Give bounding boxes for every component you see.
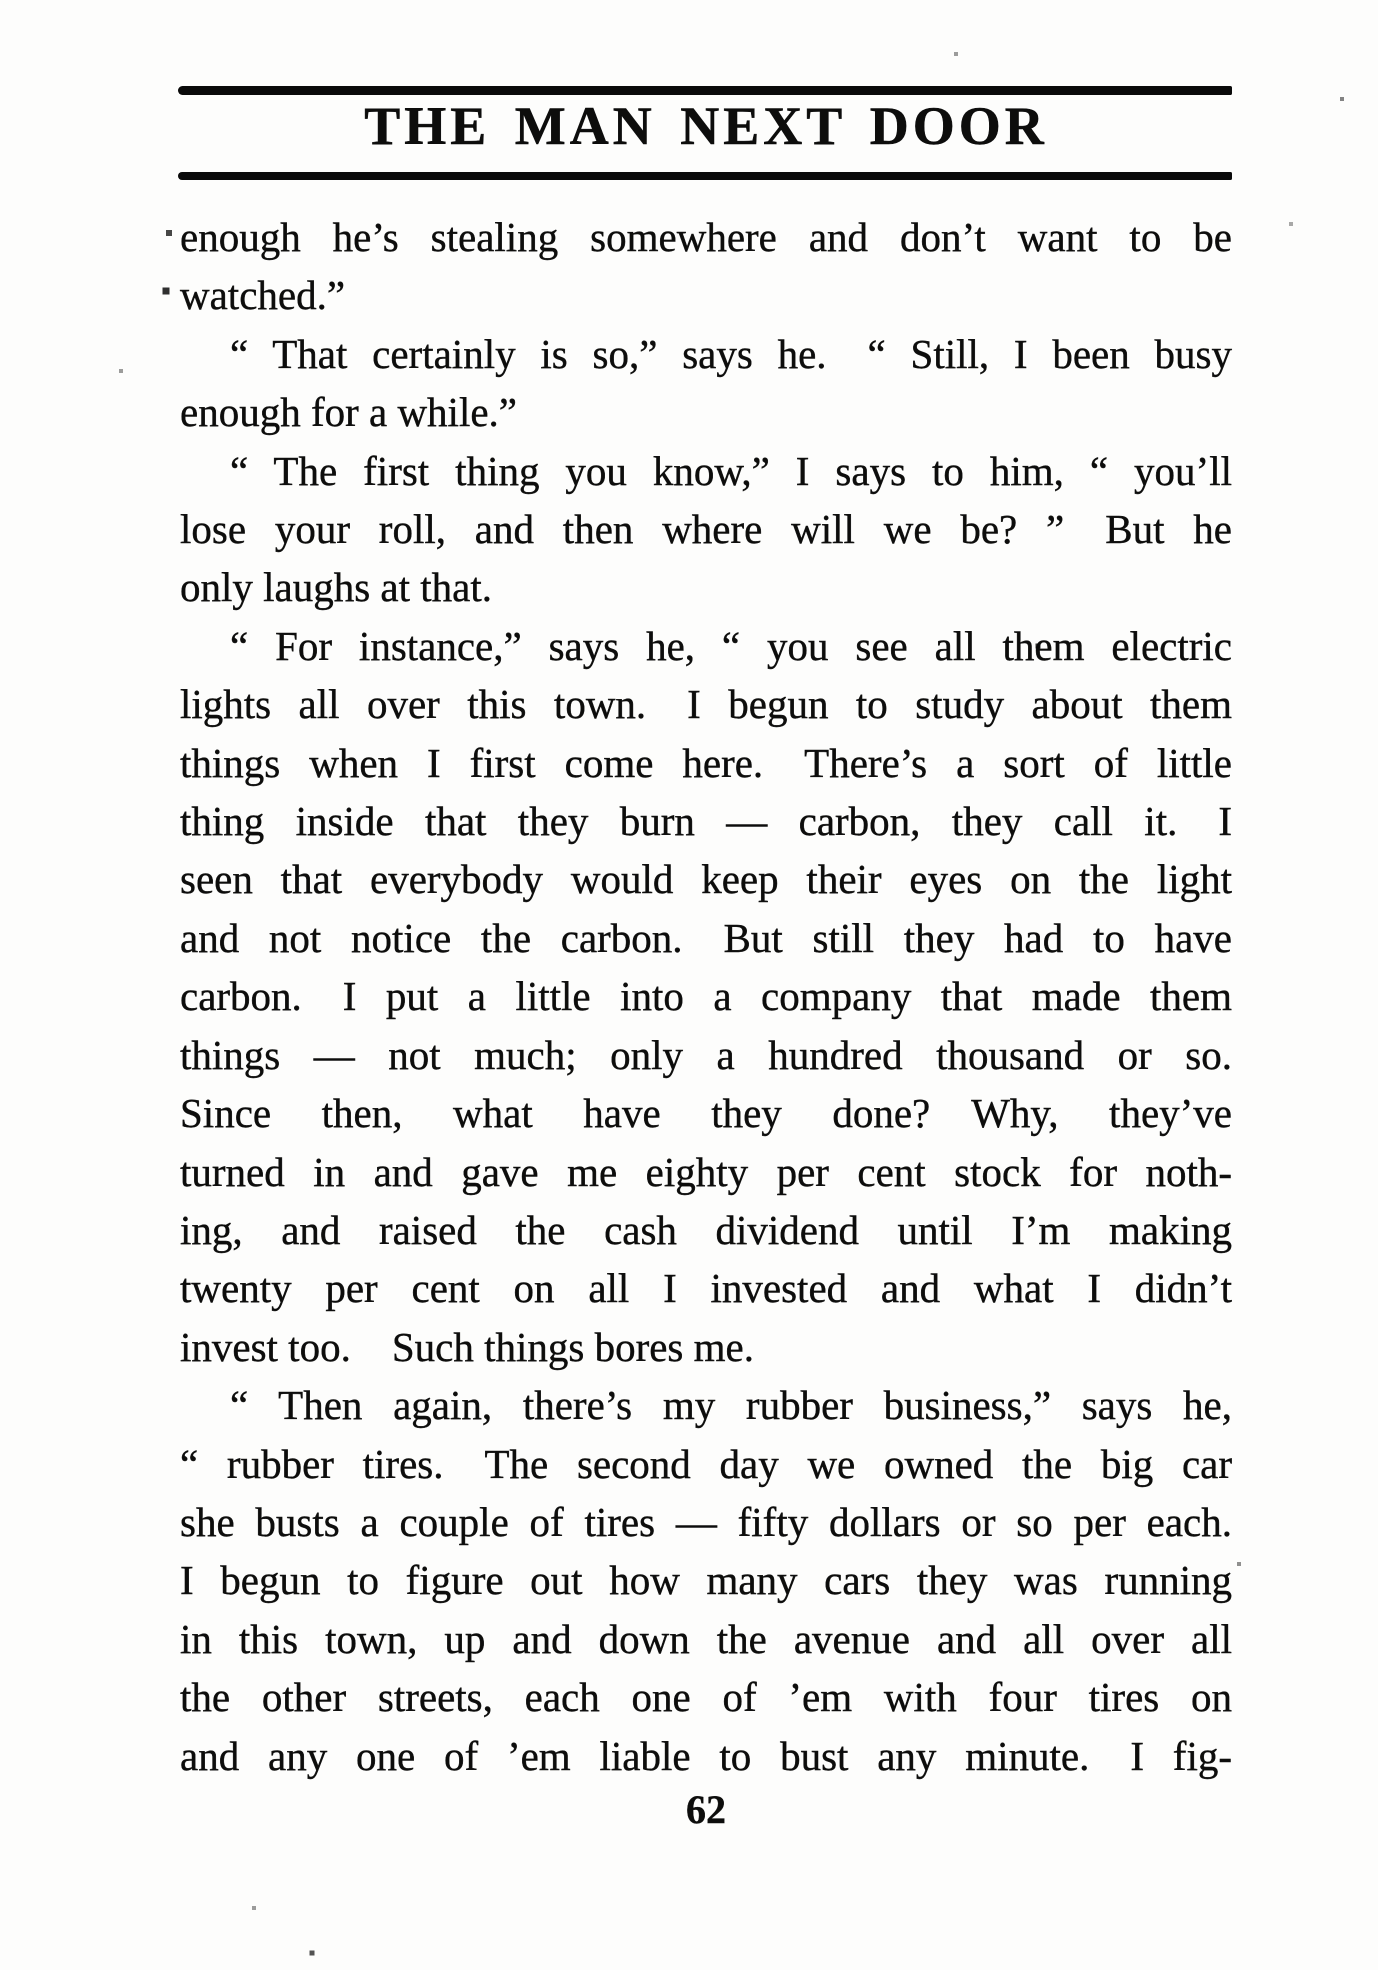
text-line: enough he’s stealing somewhere and don’t want to be xyxy=(180,214,1232,260)
text-line: seen that everybody would keep their eyes on the light xyxy=(180,856,1232,903)
text-line: the other streets, each one of ’em with four tires on xyxy=(180,1674,1232,1721)
text-line: “ For instance,” says he, “ you see all them electric xyxy=(230,622,1232,669)
text-line: thing inside that they burn — carbon, they call it. I xyxy=(180,798,1232,845)
text-line: enough for a while.” xyxy=(180,389,517,436)
text-line: ing, and raised the cash dividend until I’m making xyxy=(180,1206,1232,1253)
scan-speck-artifacts xyxy=(0,0,2,2)
text-line: lose your roll, and then where will we be? ” But he xyxy=(180,506,1232,553)
text-line: turned in and gave me eighty per cent stock for noth- xyxy=(180,1148,1232,1195)
header-rule-bottom xyxy=(178,172,1232,180)
text-line: I begun to figure out how many cars they was running xyxy=(180,1557,1232,1604)
text-line: things — not much; only a hundred thousand or so. xyxy=(180,1031,1232,1078)
text-line: in this town, up and down the avenue and all over all xyxy=(180,1615,1232,1662)
body-text-block xyxy=(180,208,1232,1785)
page-header-title: THE MAN NEXT DOOR xyxy=(364,96,1048,156)
text-line: twenty per cent on all I invested and what I didn’t xyxy=(180,1265,1232,1312)
text-line: she busts a couple of tires — fifty dollars or so per each. xyxy=(180,1498,1232,1545)
text-line: lights all over this town. I begun to study about them xyxy=(180,681,1232,728)
text-line: “ That certainly is so,” says he. “ Still, I been busy xyxy=(230,330,1232,377)
page-number: 62 xyxy=(686,1787,726,1832)
text-line: carbon. I put a little into a company that made them xyxy=(180,973,1232,1020)
text-line: watched.” xyxy=(180,272,346,319)
header-rule-top xyxy=(178,86,1232,95)
text-line: “ Then again, there’s my rubber business,” says he, xyxy=(230,1382,1232,1429)
text-line: “ rubber tires. The second day we owned the big car xyxy=(180,1440,1232,1487)
text-line: Since then, what have they done? Why, they’ve xyxy=(180,1090,1232,1137)
text-line: and not notice the carbon. But still they had to have xyxy=(180,914,1232,961)
text-line: invest too. Such things bores me. xyxy=(180,1323,754,1370)
text-line: things when I first come here. There’s a sort of little xyxy=(180,739,1232,786)
text-line: and any one of ’em liable to bust any minute. I fig- xyxy=(180,1732,1232,1779)
text-line: “ The first thing you know,” I says to him, “ you’ll xyxy=(230,447,1232,494)
text-line: only laughs at that. xyxy=(180,564,493,611)
